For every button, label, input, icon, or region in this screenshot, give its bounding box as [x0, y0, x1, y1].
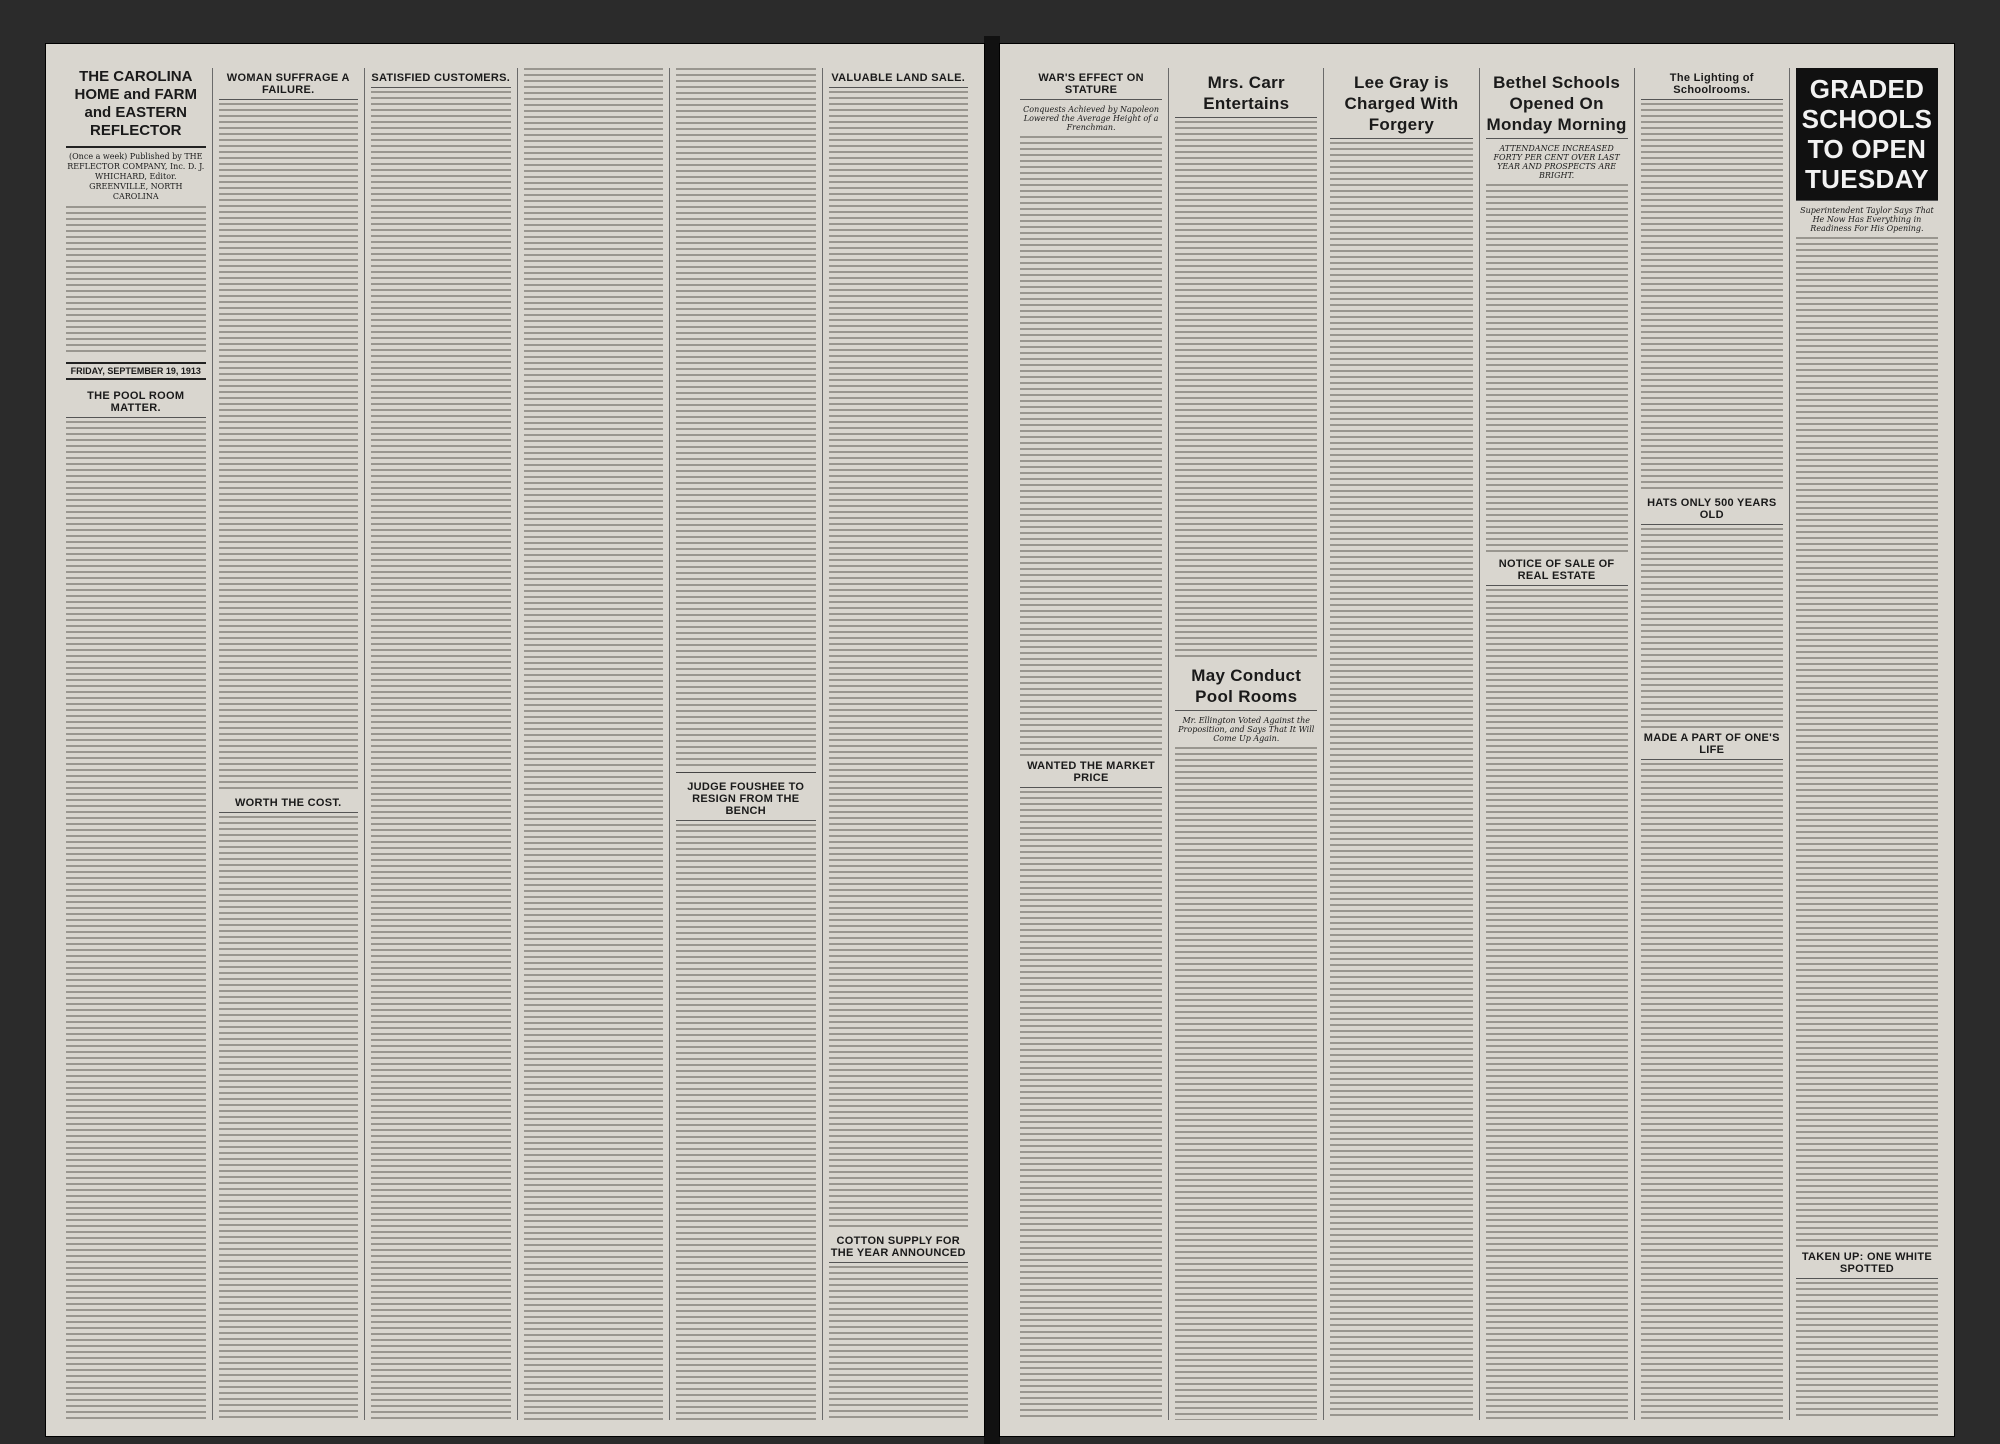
left-page: [46, 44, 984, 1436]
column: [670, 68, 823, 1420]
headline: The Lighting of Schoolrooms.: [1641, 68, 1783, 100]
headline: WANTED THE MARKET PRICE: [1020, 756, 1162, 788]
column: [518, 68, 671, 1420]
subheadline: Mr. Ellington Voted Against the Proposition, and Says That It Will Come Up Again.: [1178, 716, 1315, 743]
subheadline: ATTENDANCE INCREASED FORTY PER CENT OVER LAST YEAR AND PROSPECTS ARE BRIGHT.: [1493, 144, 1620, 180]
headline: Bethel Schools Opened On Monday Morning: [1486, 68, 1628, 139]
headline: GRADED SCHOOLS TO OPEN TUESDAY: [1796, 68, 1938, 201]
subheadline: Superintendent Taylor Says That He Now Has Everything in Readiness For His Opening.: [1800, 206, 1934, 233]
masthead-meta: (Once a week) Published by THE REFLECTOR COMPANY, Inc. D. J. WHICHARD, Editor. GREENVILLE, NORTH CAROLINA: [67, 152, 205, 201]
column: [1324, 68, 1479, 1420]
column: [1014, 68, 1169, 1420]
headline: WORTH THE COST.: [219, 793, 359, 813]
headline: WAR'S EFFECT ON STATURE: [1020, 68, 1162, 100]
column: [1790, 68, 1944, 1420]
headline: HATS ONLY 500 YEARS OLD: [1641, 493, 1783, 525]
column: [365, 68, 518, 1420]
headline: SATISFIED CUSTOMERS.: [371, 68, 511, 88]
headline: COTTON SUPPLY FOR THE YEAR ANNOUNCED: [829, 1231, 969, 1263]
column: [823, 68, 975, 1420]
headline: TAKEN UP: ONE WHITE SPOTTED: [1796, 1247, 1938, 1279]
subheadline: Conquests Achieved by Napoleon Lowered the Average Height of a Frenchman.: [1023, 105, 1159, 132]
headline: THE POOL ROOM MATTER.: [66, 386, 206, 418]
headline: Mrs. Carr Entertains: [1175, 68, 1317, 118]
column: [213, 68, 366, 1420]
headline: May Conduct Pool Rooms: [1175, 661, 1317, 711]
masthead-title: THE CAROLINA HOME and FARM and EASTERN REFLECTOR: [66, 68, 206, 148]
column: [1169, 68, 1324, 1420]
column: [1480, 68, 1635, 1420]
headline: WOMAN SUFFRAGE A FAILURE.: [219, 68, 359, 100]
column: [60, 68, 213, 1420]
headline: Lee Gray is Charged With Forgery: [1330, 68, 1472, 139]
column: [1635, 68, 1790, 1420]
dateline: FRIDAY, SEPTEMBER 19, 1913: [66, 362, 206, 380]
headline: JUDGE FOUSHEE TO RESIGN FROM THE BENCH: [676, 777, 816, 821]
headline: MADE A PART OF ONE'S LIFE: [1641, 728, 1783, 760]
right-page: [1000, 44, 1954, 1436]
headline: NOTICE OF SALE OF REAL ESTATE: [1486, 554, 1628, 586]
headline: VALUABLE LAND SALE.: [829, 68, 969, 88]
page-gutter: [984, 36, 1000, 1444]
